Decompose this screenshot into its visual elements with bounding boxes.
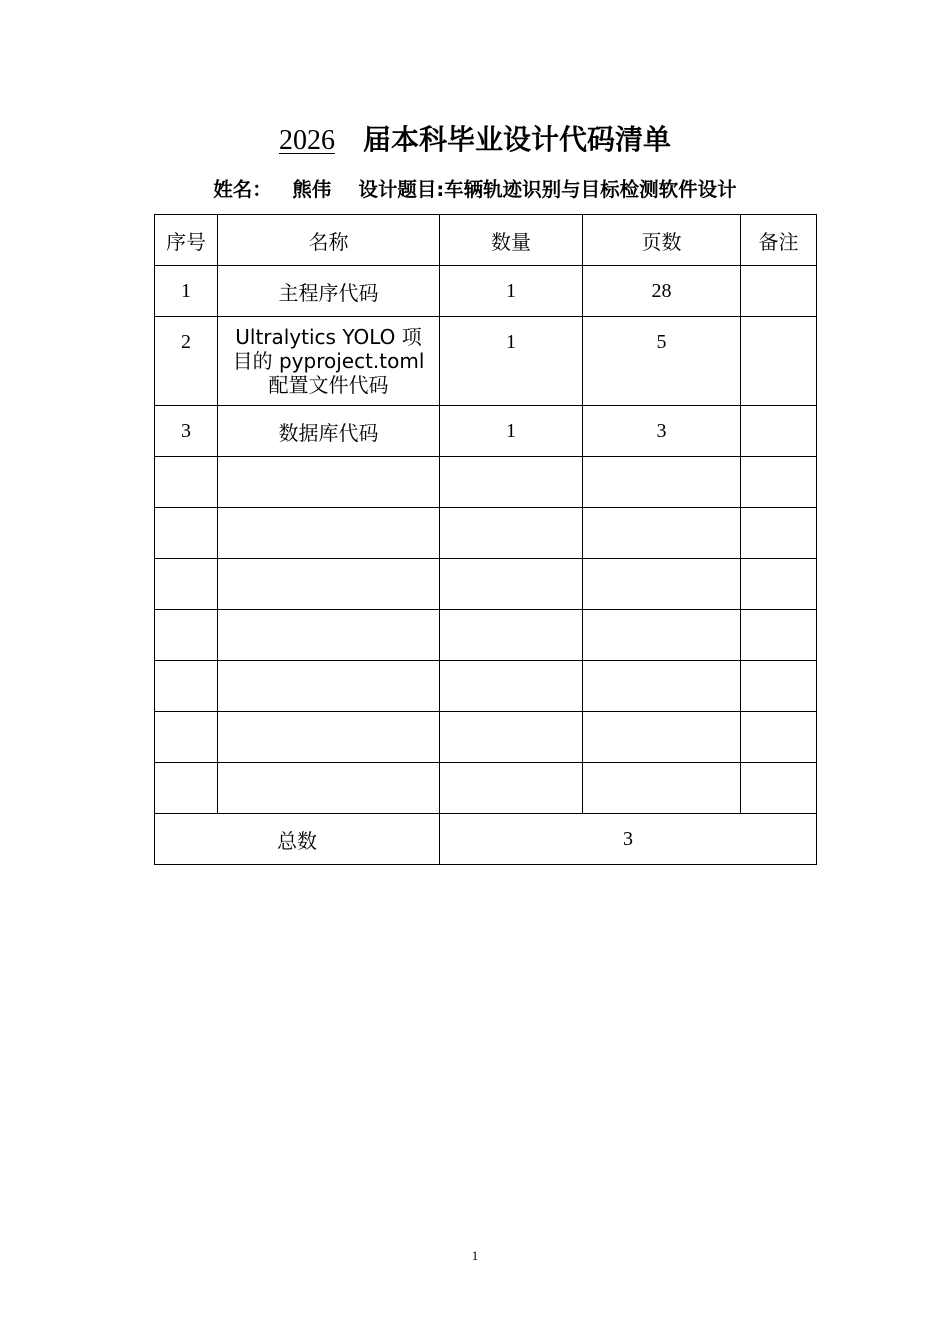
table-row xyxy=(155,406,817,457)
header-index: 序号 xyxy=(155,215,218,266)
code-list-table xyxy=(154,214,817,865)
empty-cell xyxy=(741,661,817,712)
empty-row xyxy=(155,712,817,763)
row-pages: 28 xyxy=(583,266,741,317)
empty-row xyxy=(155,610,817,661)
empty-cell xyxy=(741,763,817,814)
row-index: 1 xyxy=(155,266,218,317)
row-note xyxy=(741,266,817,317)
empty-cell xyxy=(741,508,817,559)
empty-cell xyxy=(218,763,440,814)
empty-cell xyxy=(440,457,583,508)
row-note xyxy=(741,406,817,457)
empty-row xyxy=(155,763,817,814)
empty-cell xyxy=(155,712,218,763)
info-line xyxy=(0,173,950,207)
empty-cell xyxy=(155,763,218,814)
row-name: 主程序代码 xyxy=(218,266,440,317)
empty-cell xyxy=(583,712,741,763)
empty-cell xyxy=(218,508,440,559)
name-label: 姓名： xyxy=(213,178,272,201)
empty-cell xyxy=(218,712,440,763)
row-quantity: 1 xyxy=(440,406,583,457)
empty-cell xyxy=(155,508,218,559)
empty-cell xyxy=(583,610,741,661)
empty-cell xyxy=(741,559,817,610)
title-year: 2026 xyxy=(278,125,335,156)
table-row xyxy=(155,266,817,317)
empty-cell xyxy=(440,661,583,712)
title-text: 届本科毕业设计代码清单 xyxy=(362,123,671,156)
header-quantity: 数量 xyxy=(440,215,583,266)
empty-cell xyxy=(583,508,741,559)
name-value: 熊伟 xyxy=(292,178,332,201)
header-row xyxy=(155,215,817,266)
empty-row xyxy=(155,508,817,559)
empty-cell xyxy=(741,457,817,508)
total-row xyxy=(155,814,817,865)
empty-row xyxy=(155,661,817,712)
header-name: 名称 xyxy=(218,215,440,266)
total-value: 3 xyxy=(440,814,817,865)
empty-cell xyxy=(741,712,817,763)
row-name: Ultralytics YOLO 项目的 pyproject.toml 配置文件代码 xyxy=(218,317,440,406)
empty-cell xyxy=(218,610,440,661)
empty-cell xyxy=(155,457,218,508)
empty-cell xyxy=(440,559,583,610)
table-row xyxy=(155,317,817,406)
page-title xyxy=(0,118,950,163)
row-index: 3 xyxy=(155,406,218,457)
empty-cell xyxy=(741,610,817,661)
header-note: 备注 xyxy=(741,215,817,266)
row-index: 2 xyxy=(155,317,218,406)
row-name: 数据库代码 xyxy=(218,406,440,457)
empty-cell xyxy=(218,457,440,508)
empty-cell xyxy=(583,457,741,508)
header-pages: 页数 xyxy=(583,215,741,266)
topic-label: 设计题目: xyxy=(358,178,445,201)
row-quantity: 1 xyxy=(440,317,583,406)
empty-cell xyxy=(155,610,218,661)
empty-cell xyxy=(583,661,741,712)
row-pages: 5 xyxy=(583,317,741,406)
empty-cell xyxy=(440,610,583,661)
empty-cell xyxy=(583,559,741,610)
empty-cell xyxy=(218,661,440,712)
empty-cell xyxy=(583,763,741,814)
empty-cell xyxy=(155,559,218,610)
empty-cell xyxy=(155,661,218,712)
empty-cell xyxy=(218,559,440,610)
row-pages: 3 xyxy=(583,406,741,457)
topic-value: 车辆轨迹识别与目标检测软件设计 xyxy=(444,178,737,201)
empty-row xyxy=(155,457,817,508)
empty-cell xyxy=(440,508,583,559)
row-quantity: 1 xyxy=(440,266,583,317)
empty-cell xyxy=(440,712,583,763)
total-label: 总数 xyxy=(155,814,440,865)
empty-row xyxy=(155,559,817,610)
page-number: 1 xyxy=(471,1248,479,1263)
row-note xyxy=(741,317,817,406)
empty-cell xyxy=(440,763,583,814)
